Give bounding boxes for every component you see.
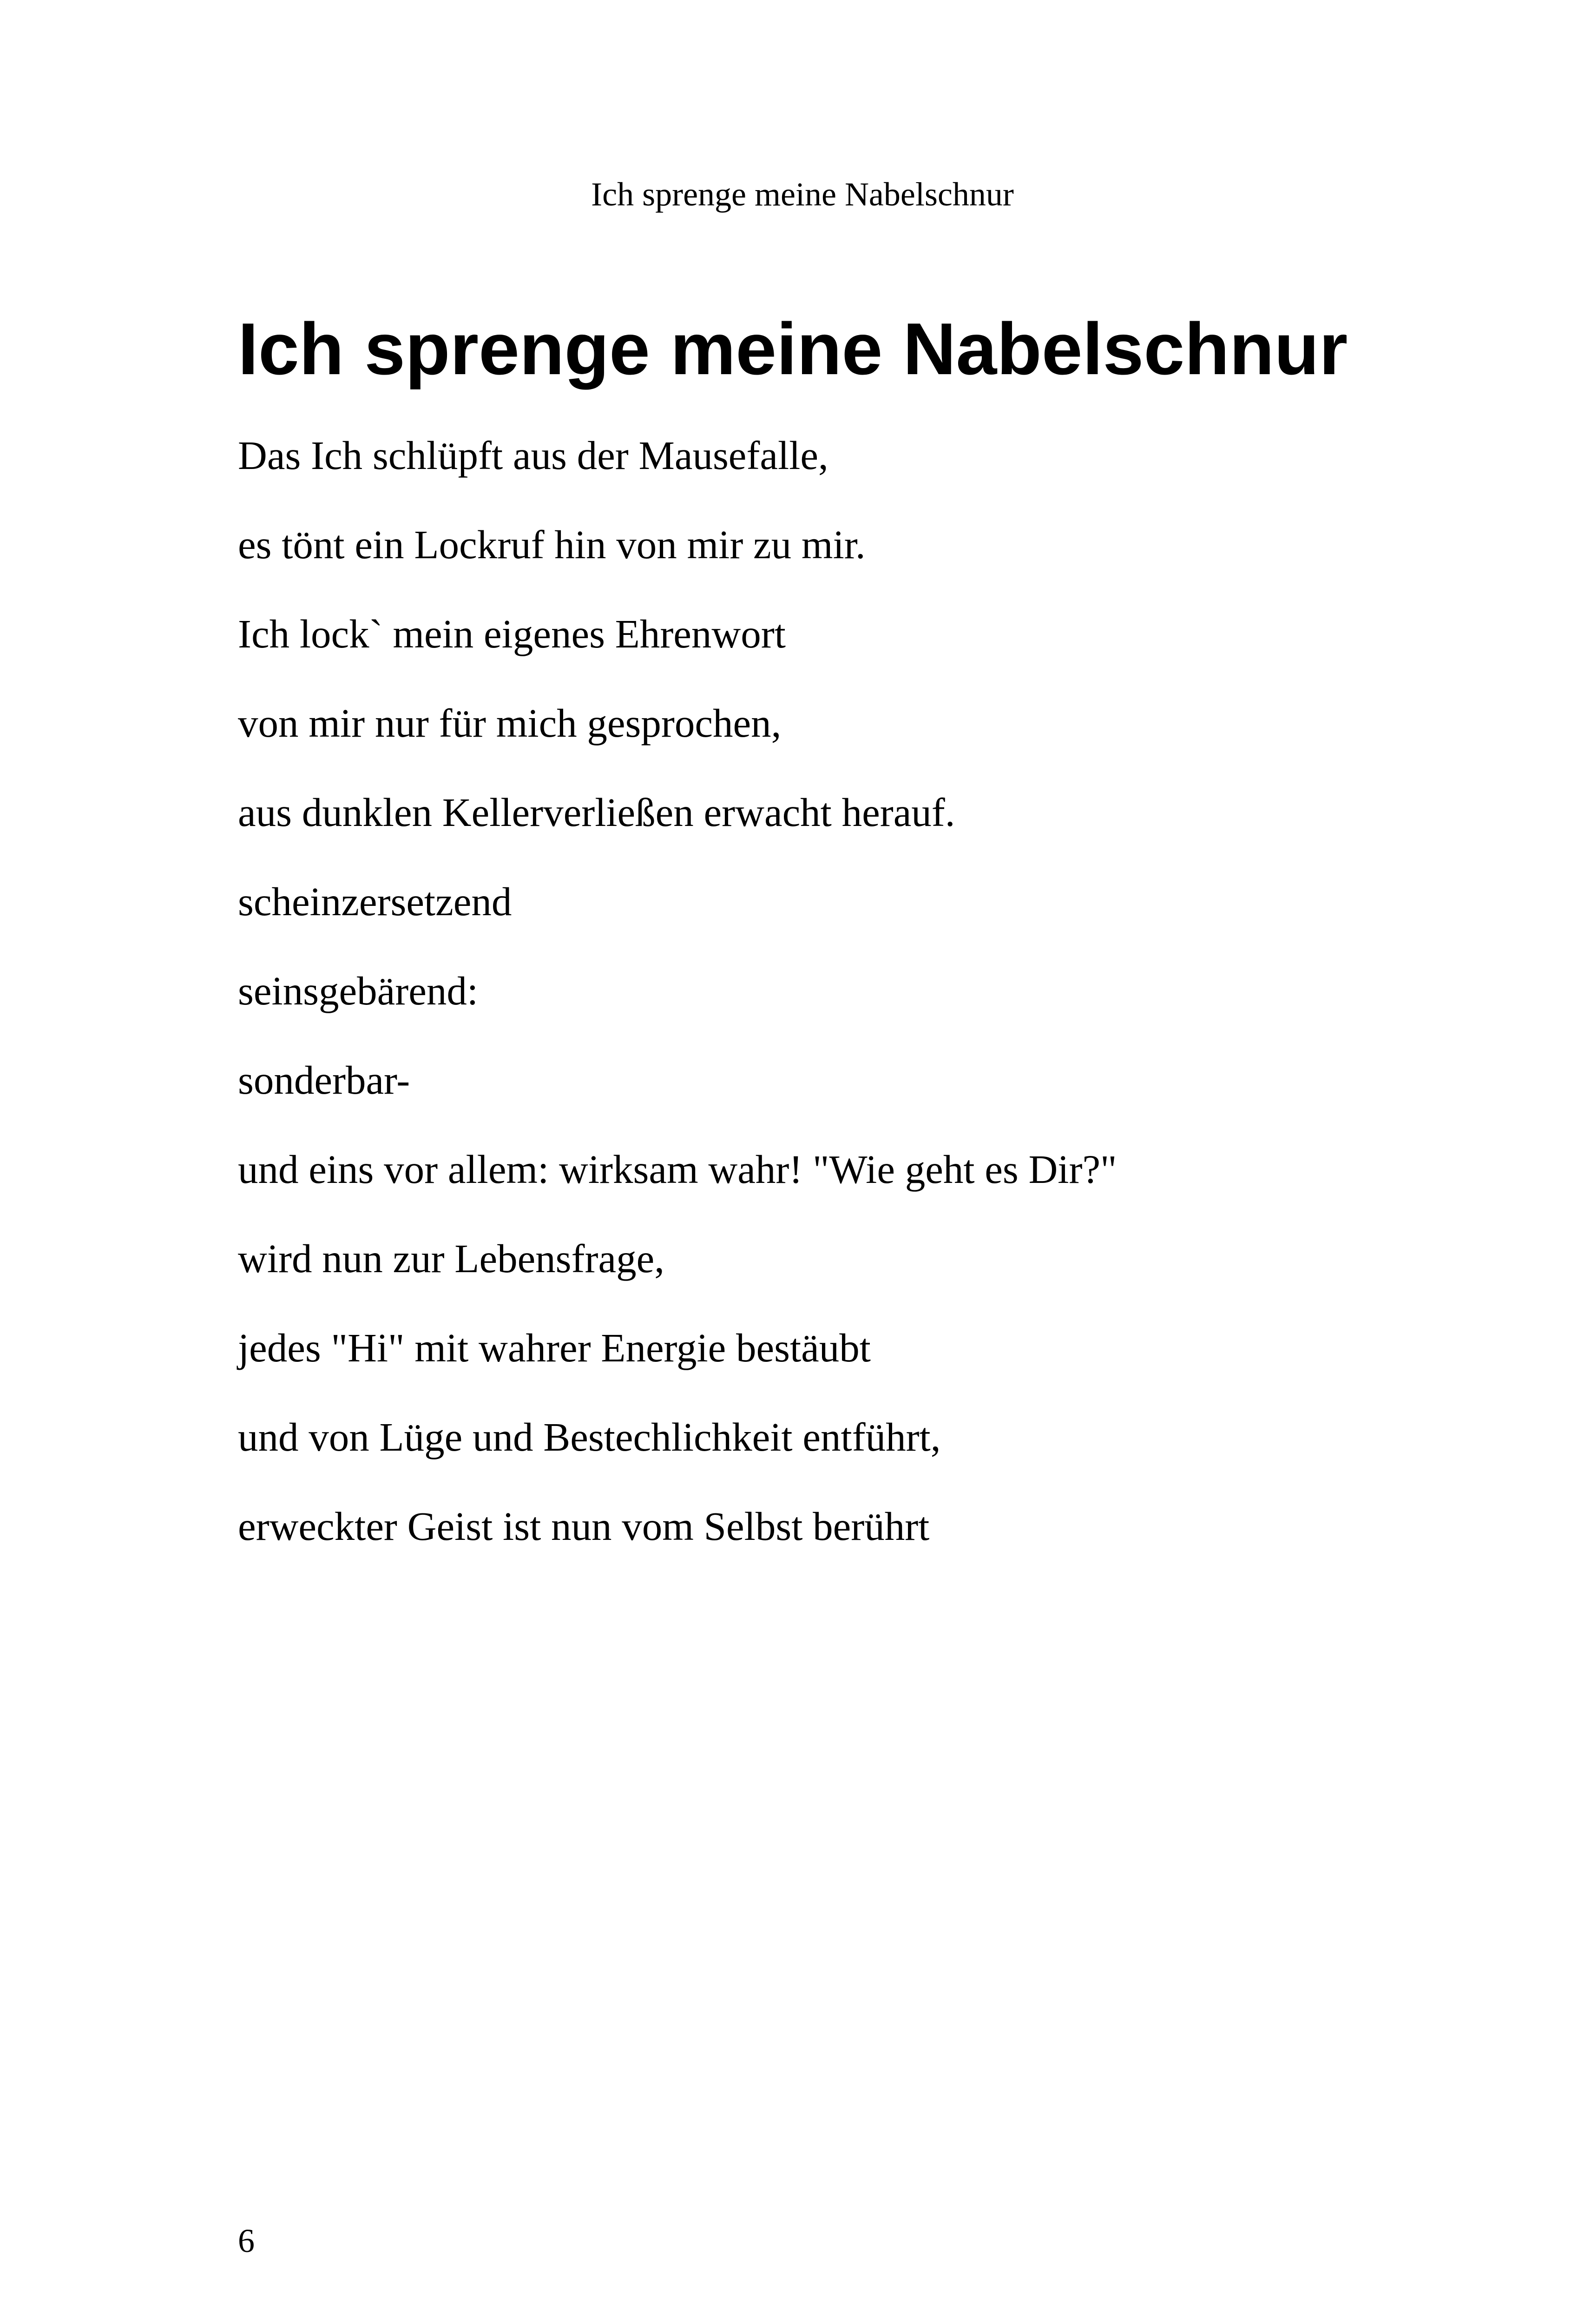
- poem-line: erweckter Geist ist nun vom Selbst berührt: [238, 1504, 930, 1549]
- poem-line: und von Lüge und Bestechlichkeit entführt,: [238, 1414, 941, 1459]
- poem-line: von mir nur für mich gesprochen,: [238, 700, 782, 746]
- poem-line: und eins vor allem: wirksam wahr! "Wie geht es Dir?": [238, 1147, 1117, 1192]
- poem-title: Ich sprenge meine Nabelschnur: [238, 308, 1348, 390]
- poem-line: Ich lock` mein eigenes Ehrenwort: [238, 611, 786, 656]
- poem-line: wird nun zur Lebensfrage,: [238, 1236, 664, 1281]
- poem-line: Das Ich schlüpft aus der Mausefalle,: [238, 433, 828, 478]
- poem-line: sonderbar-: [238, 1057, 410, 1103]
- poem-line: seinsgebärend:: [238, 968, 478, 1013]
- poem-line: aus dunklen Kellerverließen erwacht herauf.: [238, 790, 955, 835]
- running-header: Ich sprenge meine Nabelschnur: [591, 176, 1014, 213]
- poem-line: es tönt ein Lockruf hin von mir zu mir.: [238, 522, 866, 567]
- poem-line: jedes "Hi" mit wahrer Energie bestäubt: [238, 1325, 871, 1370]
- page-number: 6: [238, 2222, 255, 2259]
- poem-body: [238, 432, 1117, 1592]
- poem-line: scheinzersetzend: [238, 879, 512, 924]
